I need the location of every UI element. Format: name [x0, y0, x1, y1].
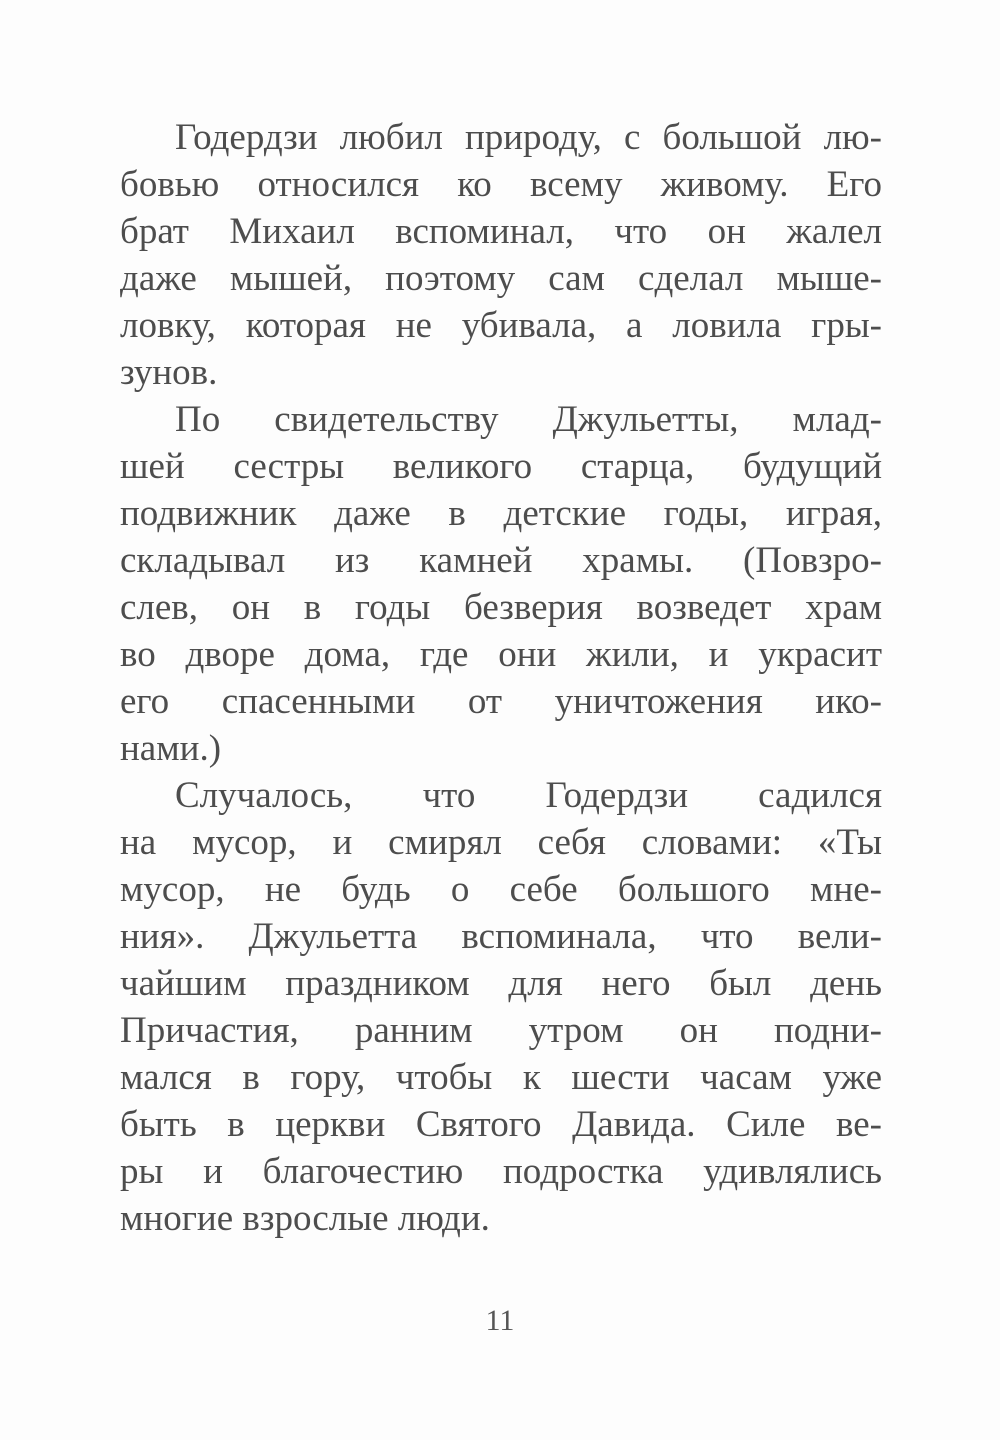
text-line: ловку, которая не убивала, а ловила гры- [120, 305, 882, 346]
text-line: его спасенными от уничтожения ико- [120, 681, 882, 722]
text-line: во дворе дома, где они жили, и украсит [120, 634, 882, 675]
paragraph [120, 772, 882, 1242]
page-number: 11 [485, 1304, 515, 1337]
text-line: брат Михаил вспоминал, что он жалел [120, 211, 882, 252]
paragraph [120, 114, 882, 396]
text-line: складывал из камней храмы. (Повзро- [120, 540, 882, 581]
text-line: Годердзи любил природу, с большой лю- [175, 117, 882, 158]
text-line: шей сестры великого старца, будущий [120, 446, 882, 487]
text-line: подвижник даже в детские годы, играя, [120, 493, 882, 534]
text-line: быть в церкви Святого Давида. Силе ве- [120, 1104, 882, 1145]
text-line: мался в гору, чтобы к шести часам уже [120, 1057, 882, 1098]
text-line: на мусор, и смирял себя словами: «Ты [120, 822, 882, 863]
text-line: многие взрослые люди. [120, 1198, 490, 1239]
text-line: мусор, не будь о себе большого мне- [120, 869, 882, 910]
text-line: Случалось, что Годердзи садился [175, 775, 882, 816]
paragraph [120, 396, 882, 772]
text-line: ния». Джульетта вспоминала, что вели- [120, 916, 882, 957]
text-line: бовью относился ко всему живому. Его [120, 164, 882, 205]
body-text [120, 114, 882, 1242]
text-line: ры и благочестию подростка удивлялись [120, 1151, 882, 1192]
text-line: нами.) [120, 728, 222, 769]
text-line: зунов. [120, 352, 218, 393]
text-line: чайшим праздником для него был день [120, 963, 882, 1004]
text-line: слев, он в годы безверия возведет храм [120, 587, 882, 628]
text-line: даже мышей, поэтому сам сделал мыше- [120, 258, 882, 299]
text-line: Причастия, ранним утром он подни- [120, 1010, 882, 1051]
text-line: По свидетельству Джульетты, млад- [175, 399, 882, 440]
